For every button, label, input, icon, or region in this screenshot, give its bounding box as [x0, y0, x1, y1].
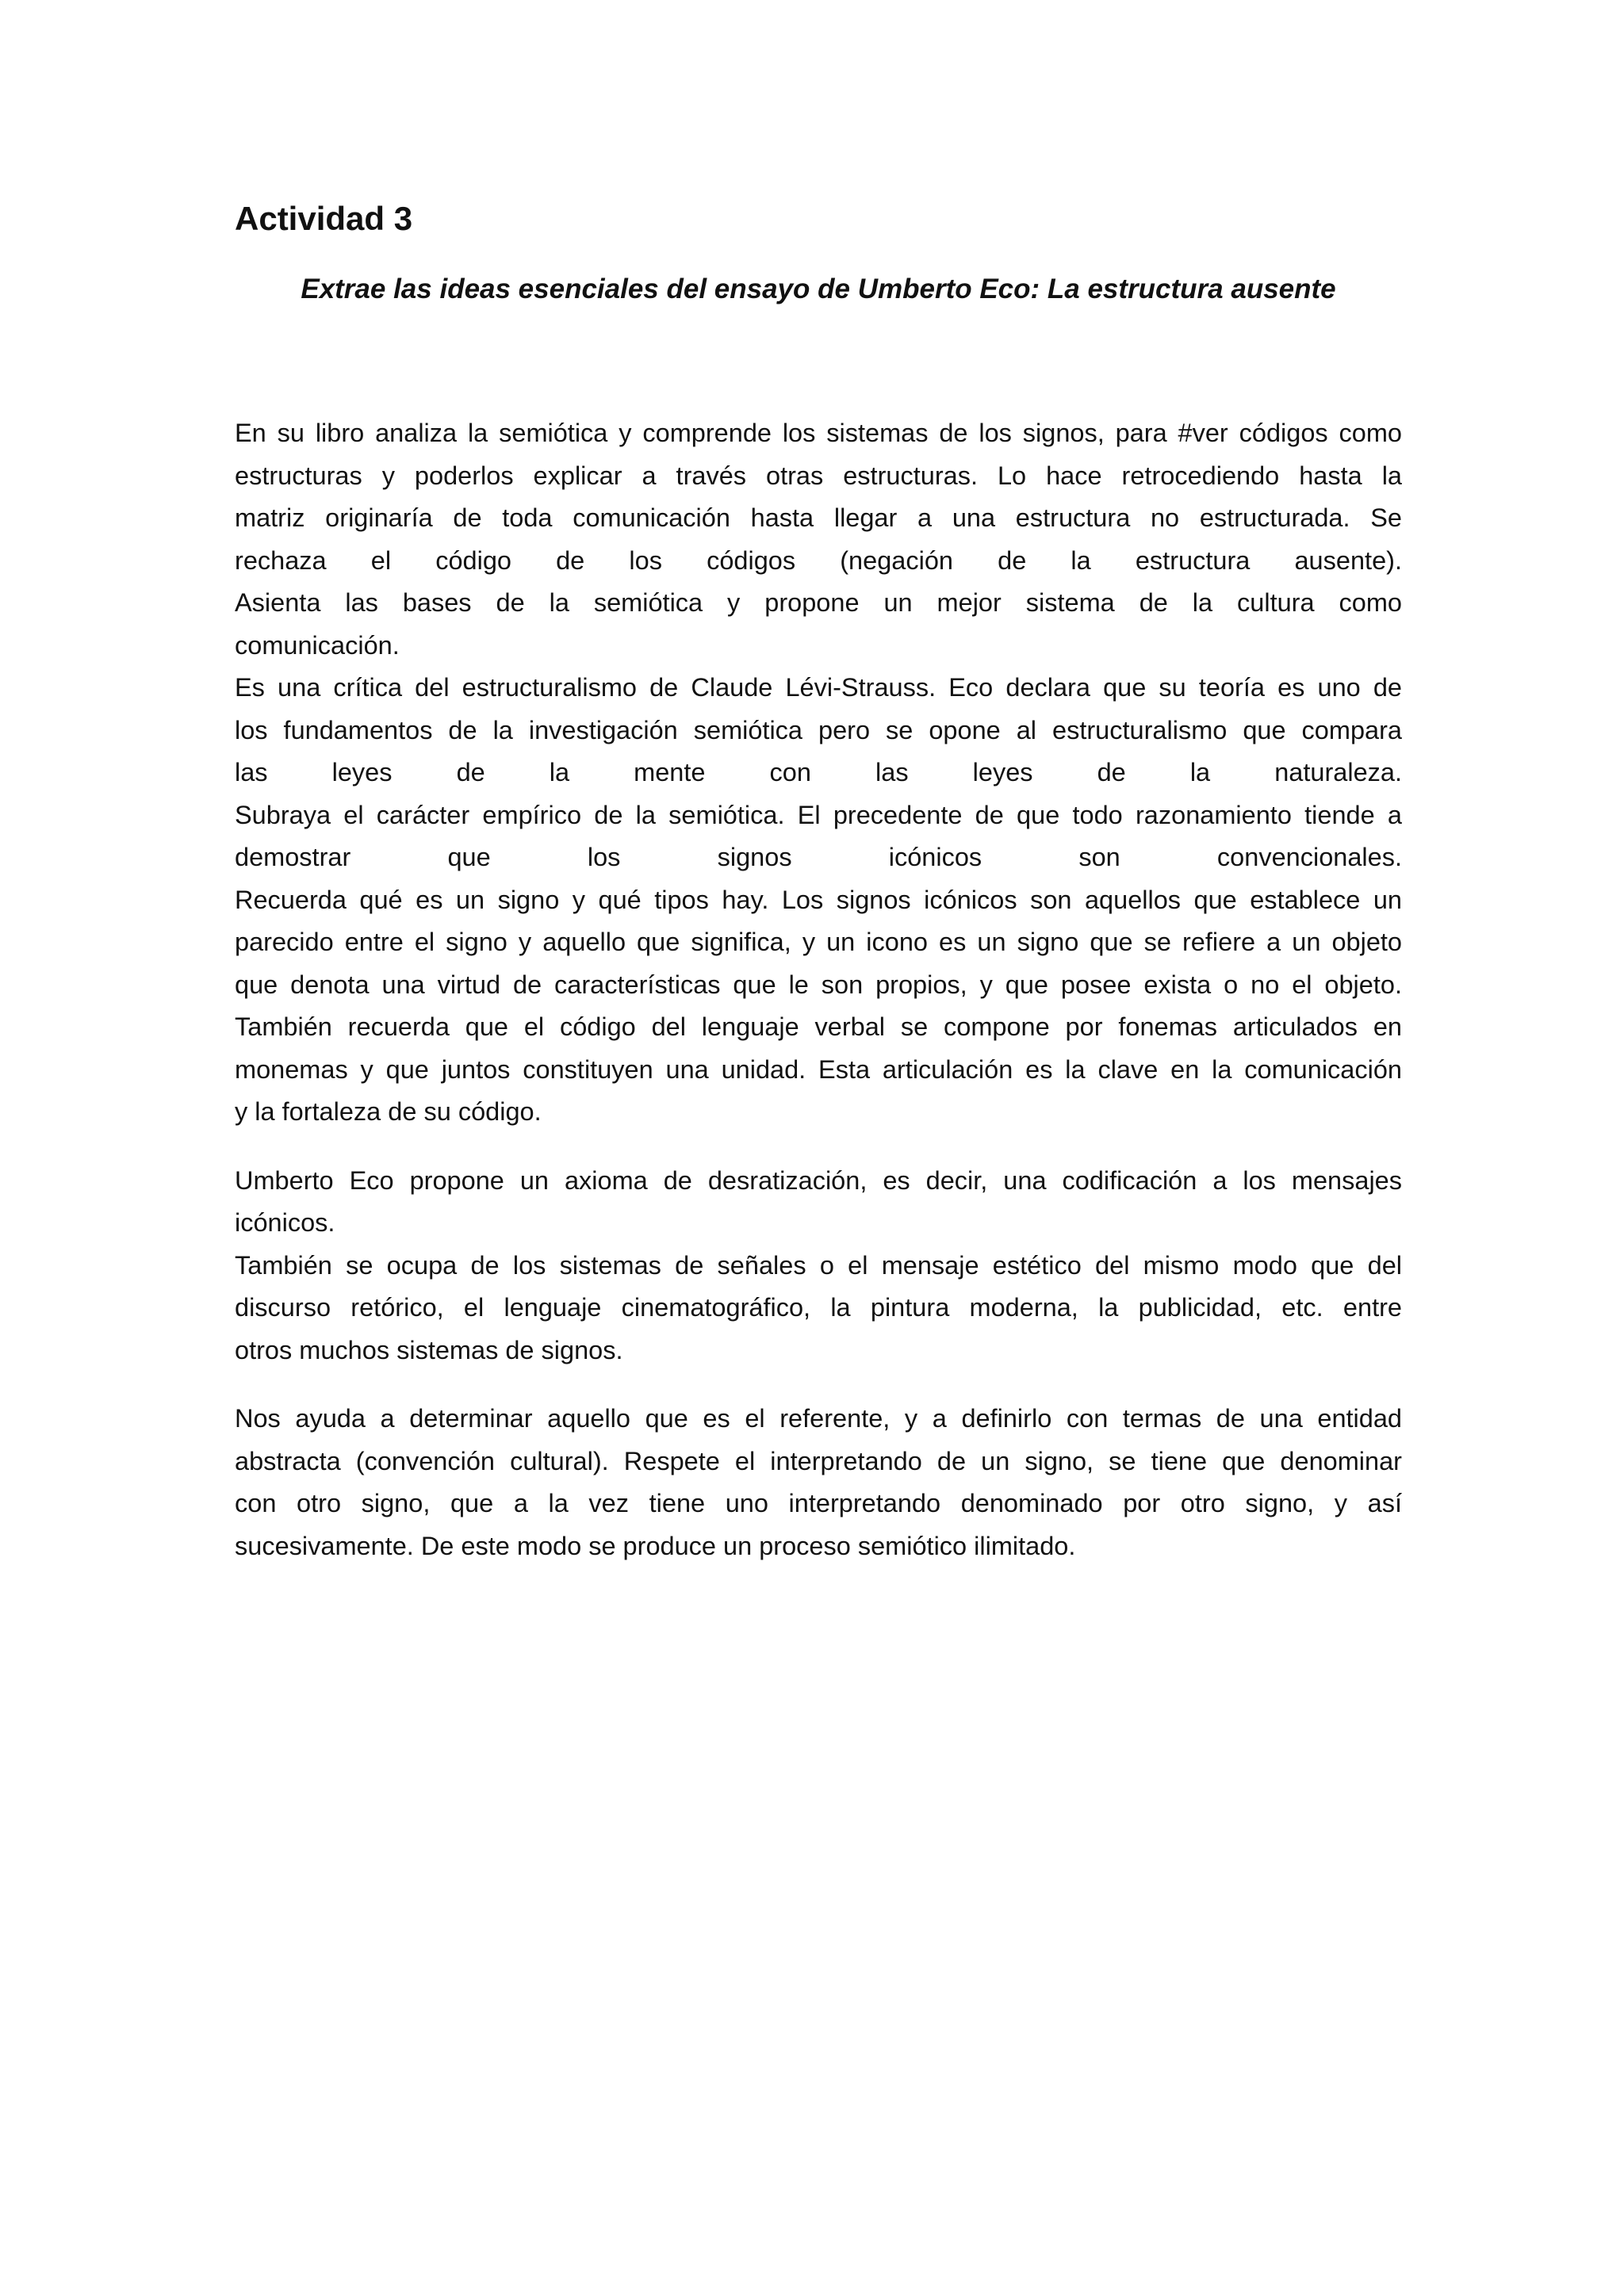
paragraph-line: los fundamentos de la investigación semiótica pero se opone al estructuralismo que compara [235, 715, 1402, 744]
paragraph-line: Nos ayuda a determinar aquello que es el referente, y a definirlo con termas de una entidad [235, 1404, 1402, 1433]
paragraph-line: En su libro analiza la semiótica y comprende los sistemas de los signos, para #ver códigos como [235, 419, 1402, 447]
page-title: Actividad 3 [235, 200, 413, 237]
paragraph-line: con otro signo, que a la vez tiene uno interpretando denominado por otro signo, y así [235, 1489, 1402, 1517]
paragraph-line: abstracta (convención cultural). Respete el interpretando de un signo, se tiene que denominar [235, 1446, 1402, 1475]
paragraph-line: Subraya el carácter empírico de la semiótica. El precedente de que todo razonamiento tiende a [235, 800, 1402, 829]
paragraph-line: Recuerda qué es un signo y qué tipos hay. Los signos icónicos son aquellos que establece un [235, 885, 1402, 914]
document-body [235, 412, 1402, 1567]
paragraph-line: discurso retórico, el lenguaje cinematográfico, la pintura moderna, la publicidad, etc. entre [235, 1293, 1402, 1322]
paragraph-line: parecido entre el signo y aquello que significa, y un icono es un signo que se refiere a un objeto [235, 928, 1402, 956]
paragraph-line: monemas y que juntos constituyen una unidad. Esta articulación es la clave en la comunicación [235, 1054, 1402, 1084]
paragraph-line: Es una crítica del estructuralismo de Claude Lévi-Strauss. Eco declara que su teoría es uno de [235, 673, 1402, 702]
paragraph-line: También recuerda que el código del lenguaje verbal se compone por fonemas articulados en [235, 1012, 1402, 1041]
paragraph-line: estructuras y poderlos explicar a través otras estructuras. Lo hace retrocediendo hasta la [235, 461, 1402, 490]
paragraph-line: matriz originaría de toda comunicación hasta llegar a una estructura no estructurada. Se [235, 503, 1402, 532]
paragraph-line: icónicos. [235, 1208, 335, 1237]
paragraph [235, 1160, 1402, 1372]
paragraph-line: otros muchos sistemas de signos. [235, 1335, 623, 1364]
paragraph-line: rechaza el código de los códigos (negación de la estructura ausente). [235, 545, 1402, 575]
paragraph-line: sucesivamente. De este modo se produce un proceso semiótico ilimitado. [235, 1531, 1076, 1560]
paragraph [235, 412, 1402, 1134]
paragraph-line: las leyes de la mente con las leyes de la naturaleza. [235, 758, 1402, 786]
paragraph-line: comunicación. [235, 630, 400, 660]
paragraph-line: Asienta las bases de la semiótica y propone un mejor sistema de la cultura como [235, 588, 1402, 617]
paragraph-line: Umberto Eco propone un axioma de desratización, es decir, una codificación a los mensajes [235, 1165, 1402, 1195]
paragraph-line: También se ocupa de los sistemas de señales o el mensaje estético del mismo modo que del [235, 1250, 1402, 1280]
paragraph [235, 1398, 1402, 1567]
paragraph-line: que denota una virtud de características que le son propios, y que posee exista o no el objeto. [235, 970, 1402, 999]
paragraph-line: demostrar que los signos icónicos son convencionales. [235, 843, 1402, 871]
paragraph-line: y la fortaleza de su código. [235, 1097, 542, 1126]
page-subtitle: Extrae las ideas esenciales del ensayo de Umberto Eco: La estructura ausente [301, 274, 1336, 304]
document-content [235, 195, 1402, 1594]
